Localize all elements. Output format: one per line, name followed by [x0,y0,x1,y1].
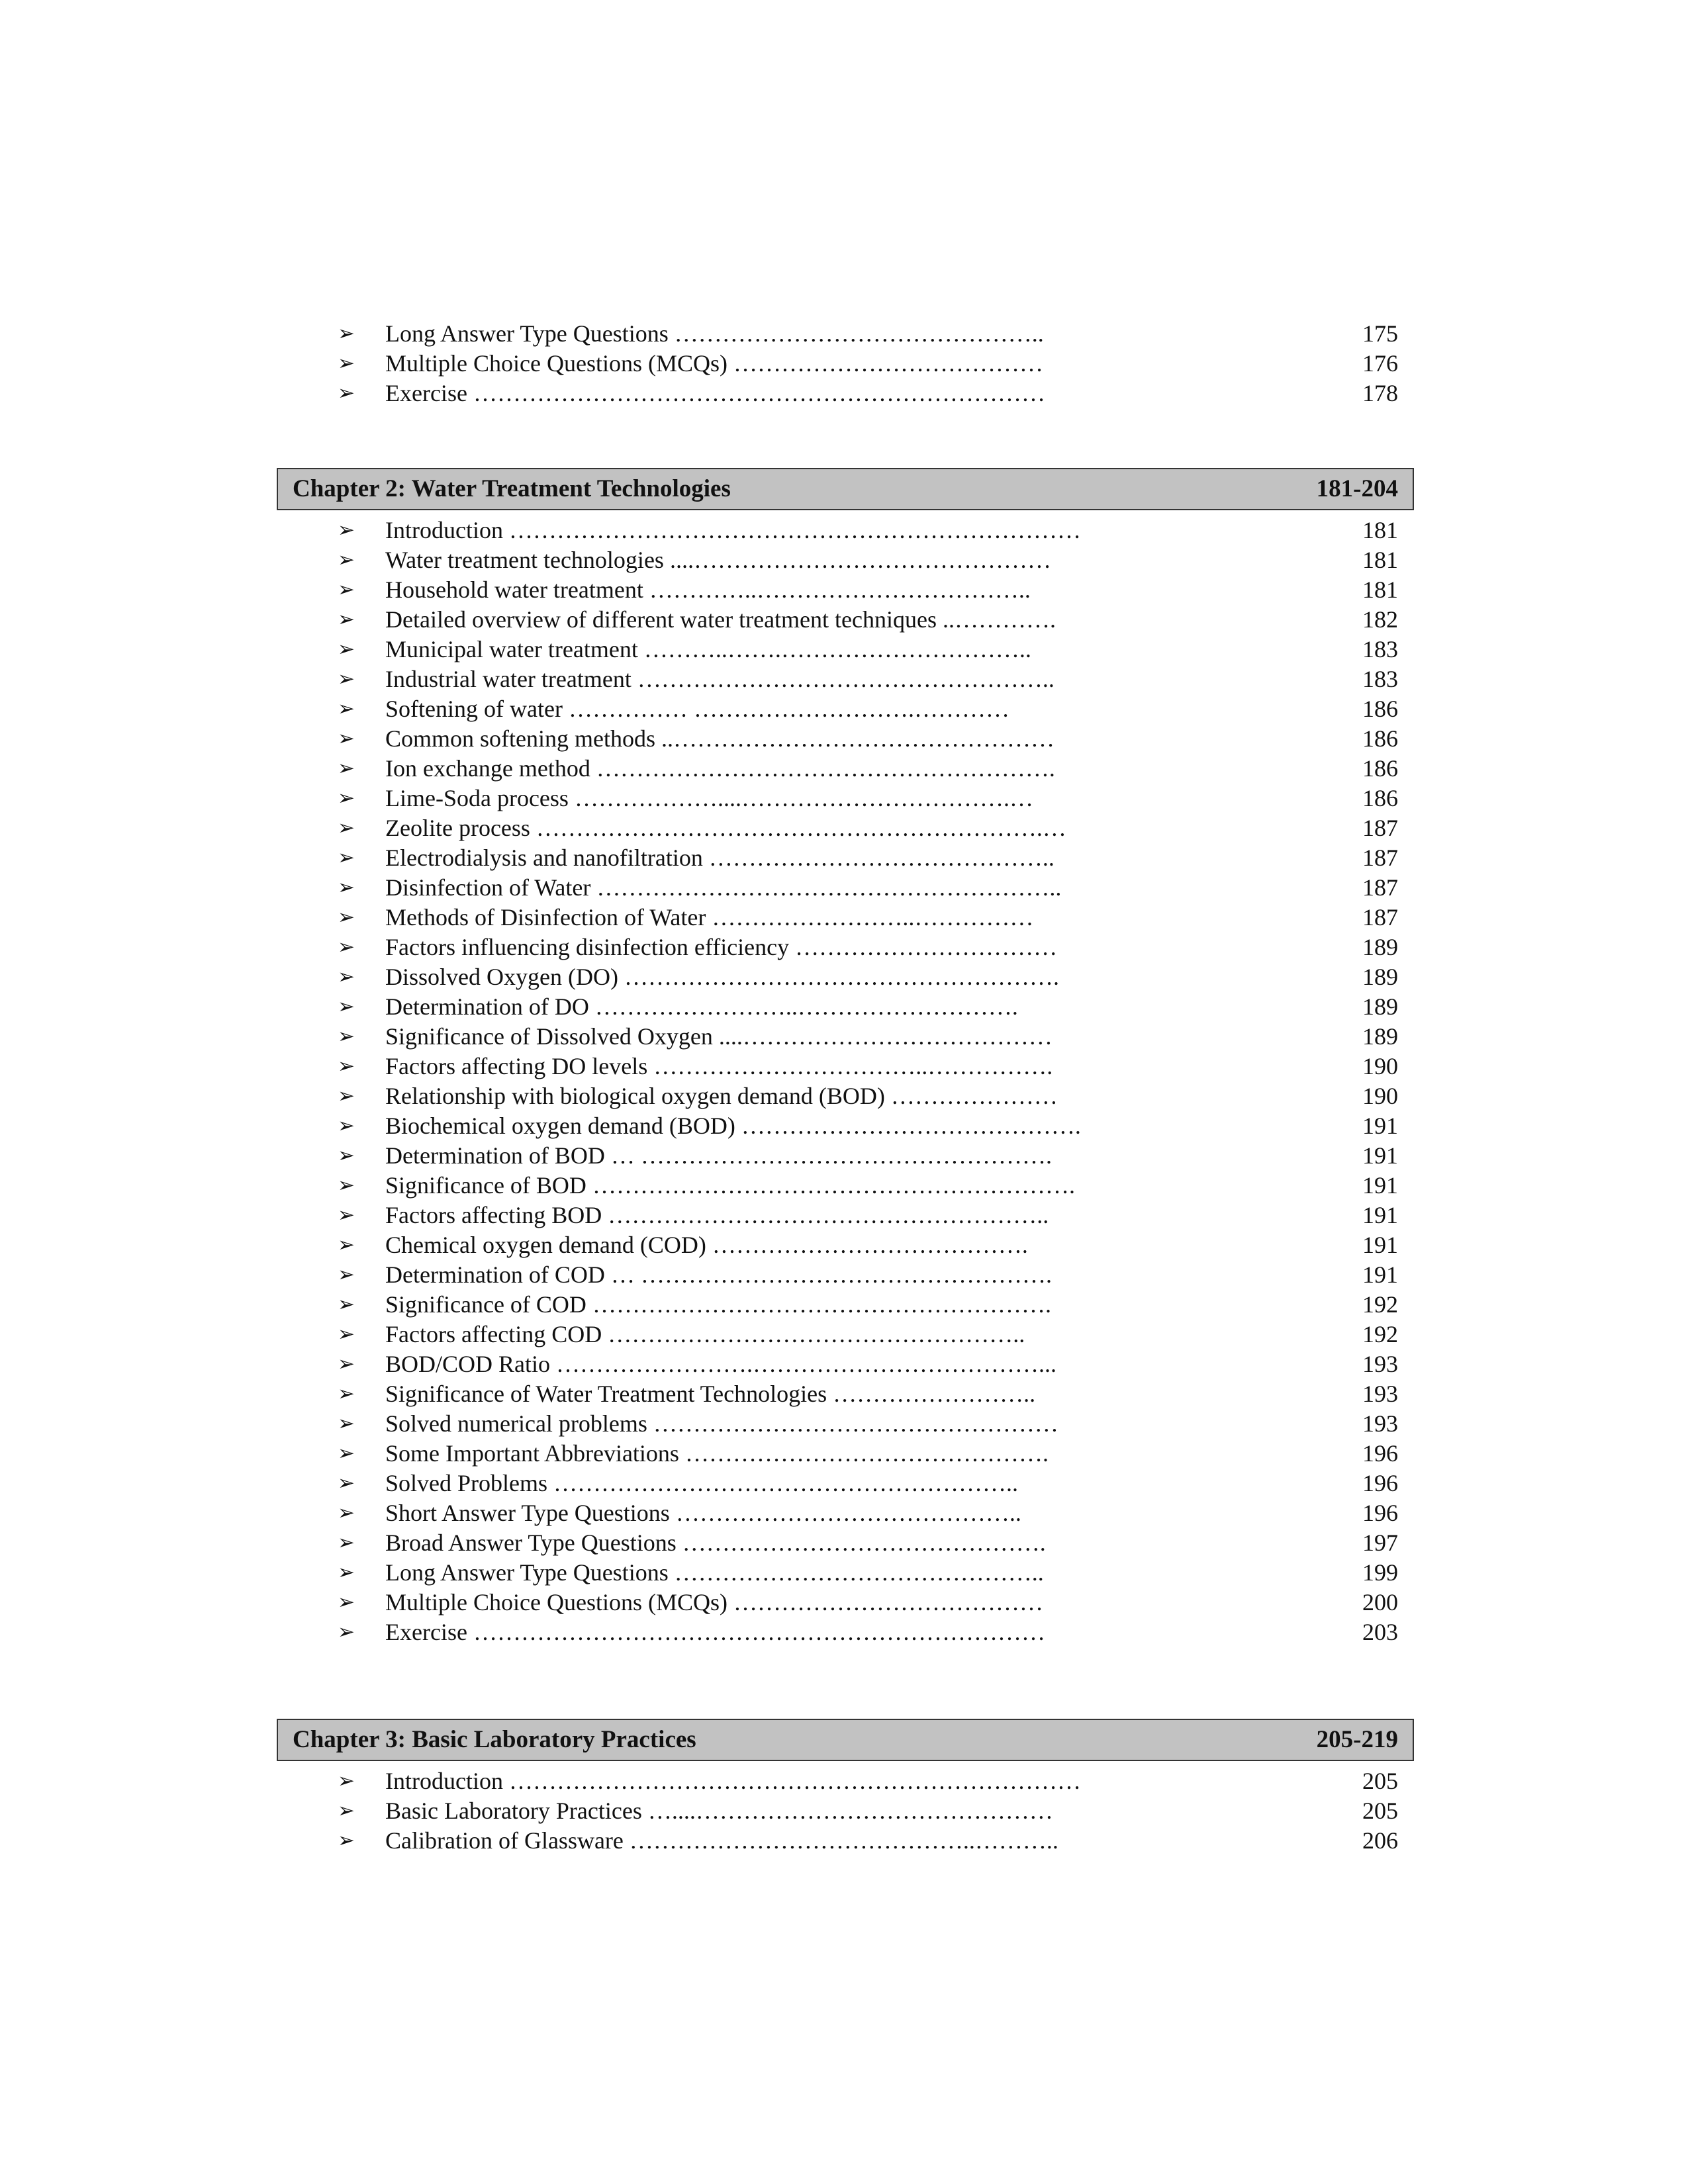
toc-leader-dots: ………………………………… [733,1589,1043,1615]
toc-page-number: 187 [1362,904,1398,931]
toc-page-number: 182 [1362,606,1398,633]
toc-page-number: 175 [1362,320,1398,347]
arrow-bullet-icon: ➢ [338,1322,355,1346]
toc-page-number: 193 [1362,1381,1398,1407]
toc-entry-label [385,635,1031,664]
toc-entry-title: Factors affecting COD [385,1321,602,1347]
toc-page-number: 189 [1362,993,1398,1020]
toc-entry [277,575,1414,605]
toc-leader-dots: ……………………………………. [741,1113,1081,1139]
toc-entry-title: Lime-Soda process [385,785,569,811]
toc-leader-dots: ……………………………………………………………… [508,517,1081,543]
toc-leader-dots: ....………………………………… [718,1023,1053,1050]
toc-entry [277,1439,1414,1469]
arrow-bullet-icon: ➢ [338,1501,355,1525]
arrow-bullet-icon: ➢ [338,1293,355,1316]
toc-entry-label [385,545,1051,575]
toc-entry-label [385,1469,1018,1498]
arrow-bullet-icon: ➢ [338,1144,355,1167]
arrow-bullet-icon: ➢ [338,1382,355,1406]
arrow-bullet-icon: ➢ [338,1829,355,1852]
toc-leader-dots: ……………………………………………………….… [536,815,1066,841]
toc-entry-title: Multiple Choice Questions (MCQs) [385,1589,727,1615]
toc-entry-label [385,379,1045,408]
toc-leader-dots: ……………………………..……………. [653,1053,1053,1079]
toc-page-number: 183 [1362,636,1398,662]
toc-page-number: 178 [1362,380,1398,406]
arrow-bullet-icon: ➢ [338,1352,355,1376]
toc-entry-title: Significance of COD [385,1291,586,1318]
toc-entry-label [385,1111,1081,1141]
toc-leader-dots: …....……………………………………… [647,1797,1053,1824]
toc-list [277,1766,1414,1856]
toc-leader-dots: …………………….. [833,1381,1036,1407]
toc-page-number: 190 [1362,1083,1398,1109]
toc-entry-label [385,1409,1058,1439]
toc-page-number: 187 [1362,844,1398,871]
arrow-bullet-icon: ➢ [338,786,355,810]
toc-leader-dots: …………… ……………………….………… [568,696,1009,722]
toc-leader-dots: …………………….………………………………... [556,1351,1057,1377]
toc-entry-title: Determination of BOD [385,1142,605,1169]
arrow-bullet-icon: ➢ [338,1203,355,1227]
toc-entry-label [385,516,1081,545]
toc-entry [277,1111,1414,1141]
arrow-bullet-icon: ➢ [338,1173,355,1197]
toc-leader-dots: ..…………. [942,606,1056,633]
toc-entry-title: Significance of Water Treatment Technologies [385,1381,827,1407]
toc-entry-title: Municipal water treatment [385,636,638,662]
toc-entry-title: Determination of DO [385,993,589,1020]
arrow-bullet-icon: ➢ [338,1799,355,1823]
toc-page-number: 193 [1362,1410,1398,1437]
toc-leader-dots: ……………………..…………… [712,904,1034,931]
toc-leader-dots: ………………………………… [733,350,1043,377]
arrow-bullet-icon: ➢ [338,935,355,959]
toc-entry-title: Common softening methods [385,725,655,752]
toc-leader-dots: ………………… [890,1083,1058,1109]
toc-entry-label [385,813,1066,843]
toc-entry [277,933,1414,962]
arrow-bullet-icon: ➢ [338,351,355,375]
toc-leader-dots: ………………………………………………….. [596,874,1062,901]
toc-leader-dots: ………………………………………. [684,1440,1049,1467]
toc-entry-title: Calibration of Glassware [385,1827,624,1854]
toc-page-number: 196 [1362,1470,1398,1496]
toc-entry-label [385,1349,1056,1379]
toc-entry [277,1826,1414,1856]
toc-entry-label [385,1141,1052,1171]
arrow-bullet-icon: ➢ [338,1054,355,1078]
toc-page-number: 181 [1362,576,1398,603]
toc-entry-title: Exercise [385,380,467,406]
toc-page-number: 183 [1362,666,1398,692]
toc-leader-dots: …………………………………………… [653,1410,1058,1437]
toc-leader-dots: …………..…………………………….. [649,576,1031,603]
toc-leader-dots: ………..…….………………………….. [643,636,1031,662]
toc-entry [277,1766,1414,1796]
toc-entry [277,319,1414,349]
arrow-bullet-icon: ➢ [338,608,355,631]
toc-leader-dots: … ……………………………………………. [610,1142,1052,1169]
toc-page-number: 186 [1362,785,1398,811]
toc-page-number: 197 [1362,1529,1398,1556]
toc-entry-label [385,724,1055,754]
toc-page-number: 196 [1362,1440,1398,1467]
toc-entry-label [385,1558,1044,1588]
arrow-bullet-icon: ➢ [338,1114,355,1138]
toc-entry [277,1498,1414,1528]
toc-entry-title: Factors affecting BOD [385,1202,602,1228]
toc-entry [277,1320,1414,1349]
arrow-bullet-icon: ➢ [338,667,355,691]
toc-leader-dots: …………………………………………….. [637,666,1055,692]
toc-entry-label [385,992,1018,1022]
toc-entry [277,1796,1414,1826]
toc-entry-title: Long Answer Type Questions [385,320,669,347]
toc-entry-label [385,1052,1053,1081]
toc-leader-dots: ……………………………………………….. [608,1202,1049,1228]
toc-entry-label [385,784,1033,813]
chapter-page-range: 205-219 [1316,1726,1398,1753]
toc-entry-title: Broad Answer Type Questions [385,1529,677,1556]
toc-section-prev [277,319,1414,408]
toc-entry-title: Detailed overview of different water treatment techniques [385,606,937,633]
toc-entry [277,1528,1414,1558]
toc-entry-title: Exercise [385,1619,467,1645]
toc-page-number: 192 [1362,1291,1398,1318]
toc-section-chapter-2 [277,516,1414,1647]
toc-entry-title: Factors affecting DO levels [385,1053,648,1079]
toc-entry-title: Household water treatment [385,576,643,603]
toc-page-number: 187 [1362,815,1398,841]
toc-entry-title: Basic Laboratory Practices [385,1797,642,1824]
arrow-bullet-icon: ➢ [338,1233,355,1257]
toc-entry [277,1052,1414,1081]
toc-entry-title: Methods of Disinfection of Water [385,904,706,931]
toc-entry-label [385,575,1031,605]
arrow-bullet-icon: ➢ [338,1531,355,1555]
toc-page-number: 193 [1362,1351,1398,1377]
toc-page-number: 189 [1362,964,1398,990]
arrow-bullet-icon: ➢ [338,578,355,602]
toc-entry-title: Multiple Choice Questions (MCQs) [385,350,727,377]
toc-leader-dots: ……………………………………..……….. [629,1827,1058,1854]
toc-leader-dots: ……………………………………………………………… [508,1768,1081,1794]
toc-entry-title: Long Answer Type Questions [385,1559,669,1586]
toc-entry [277,813,1414,843]
toc-leader-dots: ……………………………………………………………… [473,1619,1045,1645]
arrow-bullet-icon: ➢ [338,1024,355,1048]
toc-entry [277,516,1414,545]
toc-entry-label [385,1796,1053,1826]
arrow-bullet-icon: ➢ [338,876,355,899]
chapter-3-header [277,1719,1414,1761]
toc-page-number: 205 [1362,1797,1398,1824]
toc-entry [277,1022,1414,1052]
toc-entry-title: Biochemical oxygen demand (BOD) [385,1113,735,1139]
toc-entry-label [385,349,1043,379]
toc-entry-label [385,1320,1025,1349]
toc-page-number: 181 [1362,547,1398,573]
toc-leader-dots: ………………………………………………….. [553,1470,1019,1496]
toc-page-number: 203 [1362,1619,1398,1645]
toc-entry [277,605,1414,635]
arrow-bullet-icon: ➢ [338,1084,355,1108]
toc-leader-dots: …………………………………………………. [592,1291,1051,1318]
toc-entry-label [385,1290,1051,1320]
toc-entry-label [385,1022,1053,1052]
arrow-bullet-icon: ➢ [338,548,355,572]
chapter-page-range: 181-204 [1316,475,1398,502]
toc-entry-label [385,1528,1046,1558]
toc-leader-dots: ....……………………………………… [669,547,1051,573]
toc-leader-dots: ……………………………………….. [674,1559,1044,1586]
toc-page-number: 189 [1362,934,1398,960]
toc-page-number: 196 [1362,1500,1398,1526]
toc-leader-dots: …………………………………………………. [596,755,1055,782]
toc-entry-title: Solved Problems [385,1470,548,1496]
toc-page-number: 191 [1362,1261,1398,1288]
arrow-bullet-icon: ➢ [338,816,355,840]
toc-leader-dots: …………………………………….. [708,844,1055,871]
arrow-bullet-icon: ➢ [338,727,355,751]
toc-entry [277,1171,1414,1201]
toc-page-number: 192 [1362,1321,1398,1347]
toc-leader-dots: ……………………………………….. [674,320,1044,347]
toc-entry-label [385,1439,1049,1469]
toc-entry [277,1260,1414,1290]
toc-entry-title: Some Important Abbreviations [385,1440,679,1467]
arrow-bullet-icon: ➢ [338,637,355,661]
toc-page-number: 191 [1362,1142,1398,1169]
arrow-bullet-icon: ➢ [338,1769,355,1793]
arrow-bullet-icon: ➢ [338,756,355,780]
toc-entry-title: Significance of Dissolved Oxygen [385,1023,713,1050]
toc-page-number: 206 [1362,1827,1398,1854]
toc-entry-title: Significance of BOD [385,1172,586,1199]
arrow-bullet-icon: ➢ [338,1412,355,1435]
arrow-bullet-icon: ➢ [338,1561,355,1584]
toc-leader-dots: ………………....…………………………….… [574,785,1033,811]
toc-entry-label [385,754,1055,784]
toc-leader-dots: …………………………… [795,934,1058,960]
toc-entry-title: Electrodialysis and nanofiltration [385,844,703,871]
toc-entry-title: Water treatment technologies [385,547,664,573]
toc-page-number: 186 [1362,725,1398,752]
toc-page-number: 191 [1362,1113,1398,1139]
toc-page-number: 190 [1362,1053,1398,1079]
toc-page-number: 199 [1362,1559,1398,1586]
arrow-bullet-icon: ➢ [338,846,355,870]
chapter-title: Chapter 2: Water Treatment Technologies [293,475,731,502]
toc-entry-title: Factors influencing disinfection efficiency [385,934,790,960]
toc-entry-label [385,694,1009,724]
arrow-bullet-icon: ➢ [338,1263,355,1287]
toc-entry-label [385,873,1061,903]
toc-entry-label [385,1379,1035,1409]
toc-page-number: 205 [1362,1768,1398,1794]
toc-entry-title: Disinfection of Water [385,874,591,901]
arrow-bullet-icon: ➢ [338,322,355,345]
toc-page-number: 181 [1362,517,1398,543]
toc-list [277,516,1414,1647]
toc-entry [277,1558,1414,1588]
toc-entry-title: Short Answer Type Questions [385,1500,670,1526]
toc-entry-title: Softening of water [385,696,563,722]
toc-section-chapter-3 [277,1766,1414,1856]
toc-entry [277,784,1414,813]
toc-leader-dots: …………………………………. [712,1232,1028,1258]
toc-page-number: 191 [1362,1202,1398,1228]
toc-entry [277,1588,1414,1617]
arrow-bullet-icon: ➢ [338,1590,355,1614]
toc-entry [277,349,1414,379]
toc-page-number: 200 [1362,1589,1398,1615]
toc-entry-label [385,664,1055,694]
toc-leader-dots: ………………………………………………. [624,964,1059,990]
toc-entry [277,843,1414,873]
toc-entry-label [385,1826,1058,1856]
toc-entry [277,1349,1414,1379]
chapter-2-header [277,468,1414,510]
arrow-bullet-icon: ➢ [338,697,355,721]
toc-leader-dots: …………………………………………….. [608,1321,1025,1347]
arrow-bullet-icon: ➢ [338,381,355,405]
arrow-bullet-icon: ➢ [338,1441,355,1465]
toc-entry-title: Industrial water treatment [385,666,632,692]
toc-leader-dots: …………………………………….. [675,1500,1021,1526]
toc-list [277,319,1414,408]
toc-leader-dots: ..………………………………………… [661,725,1055,752]
toc-leader-dots: ……………………………………………………. [592,1172,1075,1199]
arrow-bullet-icon: ➢ [338,965,355,989]
toc-entry-title: Chemical oxygen demand (COD) [385,1232,706,1258]
toc-entry-label [385,319,1044,349]
toc-entry [277,379,1414,408]
toc-entry [277,903,1414,933]
toc-entry [277,1379,1414,1409]
toc-entry [277,754,1414,784]
arrow-bullet-icon: ➢ [338,518,355,542]
toc-leader-dots: ……………………………………………………………… [473,380,1045,406]
toc-entry [277,873,1414,903]
toc-entry [277,724,1414,754]
toc-entry-label [385,605,1056,635]
toc-entry-title: Zeolite process [385,815,530,841]
toc-leader-dots: ………………………………………. [682,1529,1046,1556]
toc-entry [277,1617,1414,1647]
toc-entry [277,1201,1414,1230]
toc-page-number: 186 [1362,696,1398,722]
toc-entry [277,992,1414,1022]
toc-entry [277,664,1414,694]
toc-page-number: 176 [1362,350,1398,377]
toc-entry [277,962,1414,992]
toc-entry [277,1141,1414,1171]
toc-page-number: 191 [1362,1232,1398,1258]
arrow-bullet-icon: ➢ [338,1620,355,1644]
toc-leader-dots: … ……………………………………………. [610,1261,1052,1288]
toc-entry-title: Relationship with biological oxygen demand (BOD) [385,1083,885,1109]
toc-entry-title: BOD/COD Ratio [385,1351,551,1377]
toc-entry-title: Introduction [385,517,503,543]
toc-entry-label [385,962,1059,992]
toc-entry [277,1290,1414,1320]
toc-page-number: 187 [1362,874,1398,901]
toc-entry-label [385,1260,1052,1290]
arrow-bullet-icon: ➢ [338,995,355,1019]
toc-entry-title: Introduction [385,1768,503,1794]
toc-page-number: 186 [1362,755,1398,782]
toc-entry-label [385,1201,1049,1230]
toc-entry-label [385,1081,1058,1111]
toc-entry-title: Solved numerical problems [385,1410,647,1437]
chapter-title: Chapter 3: Basic Laboratory Practices [293,1726,696,1753]
toc-entry [277,694,1414,724]
toc-entry [277,1469,1414,1498]
toc-entry-label [385,1588,1043,1617]
toc-entry [277,635,1414,664]
toc-entry-label [385,903,1033,933]
toc-entry-label [385,1171,1075,1201]
toc-entry-label [385,933,1057,962]
toc-page-number: 191 [1362,1172,1398,1199]
toc-entry [277,1230,1414,1260]
toc-entry-label [385,1230,1028,1260]
toc-entry [277,1081,1414,1111]
arrow-bullet-icon: ➢ [338,905,355,929]
toc-entry-label [385,1498,1021,1528]
toc-entry-label [385,843,1055,873]
toc-entry-title: Ion exchange method [385,755,590,782]
toc-leader-dots: ……………………..………………………. [594,993,1018,1020]
toc-entry [277,1409,1414,1439]
toc-entry-label [385,1617,1045,1647]
toc-entry-title: Dissolved Oxygen (DO) [385,964,618,990]
toc-entry-title: Determination of COD [385,1261,605,1288]
toc-page-number: 189 [1362,1023,1398,1050]
toc-entry [277,545,1414,575]
arrow-bullet-icon: ➢ [338,1471,355,1495]
toc-entry-label [385,1766,1081,1796]
